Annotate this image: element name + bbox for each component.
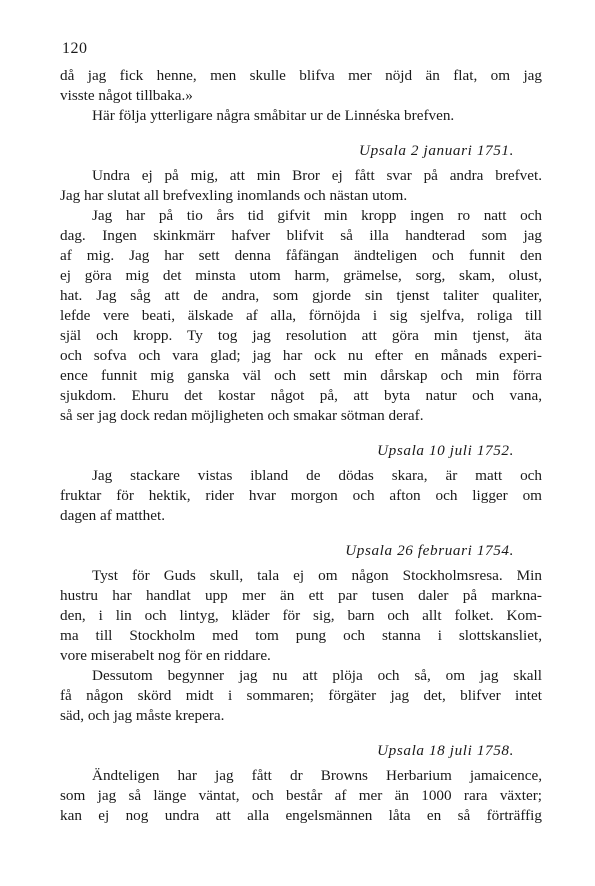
page-number: 120	[62, 40, 88, 57]
text-line: så ser jag dock redan möjligheten och smakar sötman deraf.	[60, 407, 424, 424]
text-line: Jag har på tio års tid gifvit min kropp ingen ro natt och	[92, 207, 542, 224]
text-line: dag. Ingen skinkmärr hafver blifvit så illa handterad som jag	[60, 227, 542, 244]
text-line: sjukdom. Ehuru det kostar något på, att byta natur och vana,	[60, 387, 542, 404]
text-line: säd, och jag måste krepera.	[60, 707, 225, 724]
text-line: Tyst för Guds skull, tala ej om någon Stockholmsresa. Min	[92, 567, 542, 584]
text-line: ej göra mig det minsta utom harm, grämelse, sorg, skam, olust,	[60, 267, 542, 284]
letter-dateline: Upsala 2 januari 1751.	[359, 142, 514, 159]
text-line: af mig. Jag har sett denna fåfängan ändteligen och funnit den	[60, 247, 542, 264]
letter-dateline: Upsala 18 juli 1758.	[377, 742, 514, 759]
text-line: fruktar för hektik, rider hvar morgon och afton och ligger om	[60, 487, 542, 504]
letter-dateline: Upsala 26 februari 1754.	[345, 542, 514, 559]
text-line: ence funnit mig ganska väl och sett min dårskap och min förra	[60, 367, 542, 384]
text-line: som jag så länge väntat, och består af mer än 1000 rara växter;	[60, 787, 542, 804]
text-line: Dessutom begynner jag nu att plöja och så, om jag skall	[92, 667, 542, 684]
text-line: Ändteligen har jag fått dr Browns Herbarium jamaicence,	[92, 767, 542, 784]
text-line: dagen af matthet.	[60, 507, 165, 524]
text-line: lefde vere beati, älskade af alla, förnöjda i sig sjelfva, roliga till	[60, 307, 542, 324]
text-line: då jag fick henne, men skulle blifva mer nöjd än flat, om jag	[60, 67, 542, 84]
text-line: den, i lin och lintyg, kläder för sig, barn och allt folket. Kom-	[60, 607, 542, 624]
text-line: vore miserabelt nog för en riddare.	[60, 647, 271, 664]
text-line: Jag har slutat all brefvexling inomlands och nästan utom.	[60, 187, 408, 204]
text-line: Undra ej på mig, att min Bror ej fått svar på andra brefvet.	[92, 167, 542, 184]
text-line: Här följa ytterligare några småbitar ur de Linnéska brefven.	[92, 107, 455, 124]
text-line: kan ej nog undra att alla engelsmännen låta en så förträffig	[60, 807, 542, 824]
text-line: få någon skörd midt i sommaren; förgäter jag det, blifver intet	[60, 687, 542, 704]
text-line: och sofva och vara glad; jag har ock nu efter en månads experi-	[60, 347, 542, 364]
text-line: visste något tillbaka.»	[60, 87, 193, 104]
body-text	[60, 66, 542, 826]
text-line: Jag stackare vistas ibland de dödas skara, är matt och	[92, 467, 542, 484]
text-line: ma till Stockholm med tom pung och stanna i slottskansliet,	[60, 627, 542, 644]
text-line: hat. Jag såg att de andra, som gjorde sin tjenst taliter qualiter,	[60, 287, 542, 304]
letter-dateline: Upsala 10 juli 1752.	[377, 442, 514, 459]
text-line: själ och kropp. Ty tog jag resolution att göra min tjenst, äta	[60, 327, 542, 344]
text-line: hustru har handlat upp mer än ett par tusen daler på markna-	[60, 587, 542, 604]
